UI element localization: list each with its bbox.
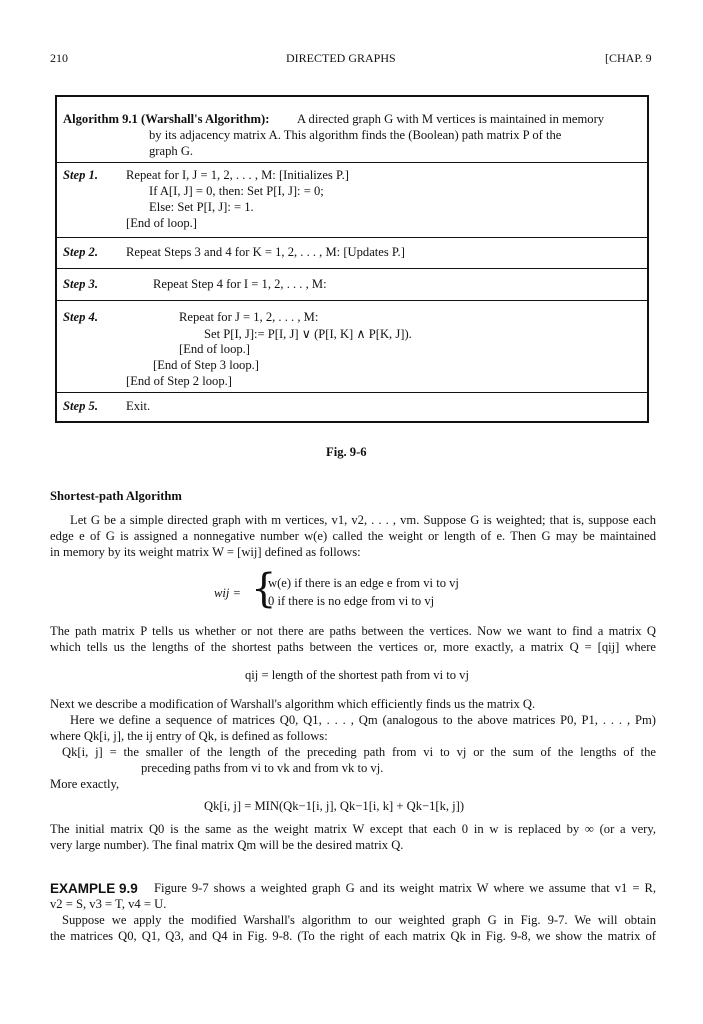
paragraph-line: Qk[i, j] = the smaller of the length of the preceding path from vi to vj or the sum of the lengths of the — [62, 745, 656, 759]
algorithm-divider — [57, 237, 647, 238]
paragraph-line: Suppose we apply the modified Warshall's algorithm to our weighted graph G in Fig. 9-7. We will obtain — [62, 913, 656, 927]
step-2-label: Step 2. — [63, 245, 98, 259]
equation-2: qij = length of the shortest path from vi to vj — [245, 668, 469, 682]
paragraph-line: which tells us the lengths of the shortest paths between the vertices or, more exactly, a matrix Q = [qij] where — [50, 640, 656, 654]
paragraph-line: very large number). The final matrix Qm will be the desired matrix Q. — [50, 838, 404, 852]
algorithm-description-line-1: A directed graph G with M vertices is maintained in memory — [297, 112, 605, 126]
algorithm-divider — [57, 268, 647, 269]
section-title: Shortest-path Algorithm — [50, 489, 182, 503]
step-1-line-3: Else: Set P[I, J]: = 1. — [149, 200, 254, 214]
equation-case-2: 0 if there is no edge from vi to vj — [268, 594, 435, 608]
step-5-label: Step 5. — [63, 399, 98, 413]
step-4-line-1: Repeat for J = 1, 2, . . . , M: — [179, 310, 319, 324]
paragraph-line: the matrices Q0, Q1, Q3, and Q4 in Fig. 9-8. (To the right of each matrix Qk in Fig. 9-8, we show the matrix of — [50, 929, 656, 943]
algorithm-title: Algorithm 9.1 (Warshall's Algorithm): — [63, 112, 270, 126]
equation-lhs: wij = — [214, 586, 242, 600]
paragraph-line: where Qk[i, j], the ij entry of Qk, is defined as follows: — [50, 729, 328, 743]
paragraph-line: in memory by its weight matrix W = [wij] defined as follows: — [50, 545, 361, 559]
paragraph-line: edge e of G is assigned a nonnegative number w(e) called the weight or length of e. Then G may be maintained — [50, 529, 656, 543]
step-1-line-2: If A[I, J] = 0, then: Set P[I, J]: = 0; — [149, 184, 324, 198]
paragraph-line: v2 = S, v3 = T, v4 = U. — [50, 897, 167, 911]
equation-3: Qk[i, j] = MIN(Qk−1[i, j], Qk−1[i, k] + Qk−1[k, j]) — [204, 799, 465, 813]
paragraph-line: The path matrix P tells us whether or not there are paths between the vertices. Now we want to find a matrix Q — [50, 624, 656, 638]
example-heading: EXAMPLE 9.9 — [50, 881, 138, 896]
chapter-label: [CHAP. 9 — [605, 51, 652, 65]
step-1-line-4: [End of loop.] — [126, 216, 197, 230]
algorithm-divider — [57, 300, 647, 301]
paragraph-line: Figure 9-7 shows a weighted graph G and its weight matrix W where we assume that v1 = R, — [154, 881, 656, 895]
paragraph-line: Let G be a simple directed graph with m vertices, v1, v2, . . . , vm. Suppose G is weighted; that is, suppose each — [70, 513, 656, 527]
paragraph-line: The initial matrix Q0 is the same as the weight matrix W except that each 0 in w is replaced by ∞ (or a very, — [50, 822, 656, 836]
step-4-line-3: [End of loop.] — [179, 342, 250, 356]
algorithm-divider — [57, 392, 647, 393]
brace-symbol: { — [251, 566, 277, 612]
step-4-line-4: [End of Step 3 loop.] — [153, 358, 259, 372]
figure-caption: Fig. 9-6 — [326, 445, 367, 459]
step-4-label: Step 4. — [63, 310, 98, 324]
paragraph-line: preceding paths from vi to vk and from vk to vj. — [141, 761, 384, 775]
step-3-label: Step 3. — [63, 277, 98, 291]
equation-case-1: w(e) if there is an edge e from vi to vj — [268, 576, 459, 590]
step-2-line-1: Repeat Steps 3 and 4 for K = 1, 2, . . . , M: [Updates P.] — [126, 245, 405, 259]
step-1-line-1: Repeat for I, J = 1, 2, . . . , M: [Initializes P.] — [126, 168, 349, 182]
step-4-line-5: [End of Step 2 loop.] — [126, 374, 232, 388]
paragraph-line: Here we define a sequence of matrices Q0, Q1, . . . , Qm (analogous to the above matrices P0, P1, . . . , Pm) — [70, 713, 656, 727]
algorithm-divider — [57, 162, 647, 163]
running-title: DIRECTED GRAPHS — [286, 51, 396, 65]
step-1-label: Step 1. — [63, 168, 98, 182]
step-4-line-2: Set P[I, J]:= P[I, J] ∨ (P[I, K] ∧ P[K, J]). — [204, 327, 412, 341]
algorithm-description-line-2: by its adjacency matrix A. This algorithm finds the (Boolean) path matrix P of the — [149, 128, 562, 142]
paragraph-line: Next we describe a modification of Warshall's algorithm which efficiently finds us the matrix Q. — [50, 697, 536, 711]
paragraph-line: More exactly, — [50, 777, 120, 791]
step-5-line-1: Exit. — [126, 399, 151, 413]
page-number: 210 — [50, 51, 68, 65]
algorithm-description-line-3: graph G. — [149, 144, 194, 158]
step-3-line-1: Repeat Step 4 for I = 1, 2, . . . , M: — [153, 277, 327, 291]
